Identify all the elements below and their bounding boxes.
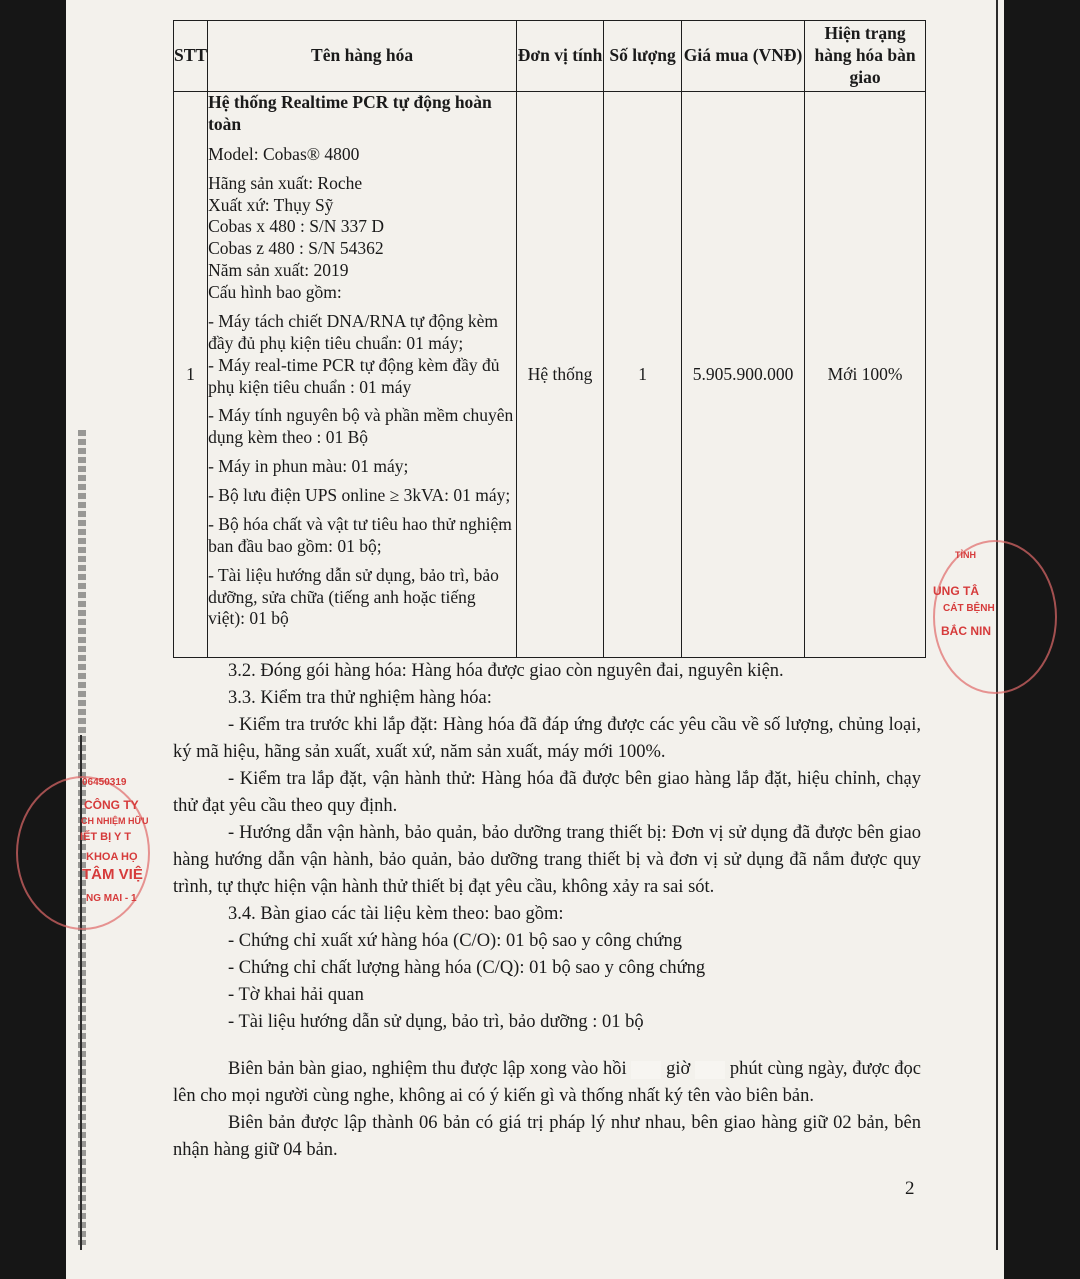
item-serial-x: Cobas x 480 : S/N 337 D <box>208 216 385 237</box>
cell-stt: 1 <box>174 92 208 658</box>
config-item: - Máy tách chiết DNA/RNA tự động kèm đầy đủ phụ kiện tiêu chuẩn: 01 máy; <box>208 310 498 353</box>
page-number: 2 <box>905 1178 915 1199</box>
cell-unit: Hệ thống <box>517 92 604 658</box>
section-3-3-heading: 3.3. Kiểm tra thử nghiệm hàng hóa: <box>228 688 492 708</box>
document-list-item: - Chứng chỉ xuất xứ hàng hóa (C/O): 01 bộ sao y công chứng <box>228 931 682 951</box>
section-3-3-item: - Kiểm tra lắp đặt, vận hành thử: Hàng hóa đã được bên giao hàng lắp đặt, hiệu chỉnh, chạy thử đạt yêu cầu theo quy định. <box>173 769 921 816</box>
header-name: Tên hàng hóa <box>208 21 517 92</box>
config-item: - Bộ hóa chất và vật tư tiêu hao thử nghiệm ban đầu bao gồm: 01 bộ; <box>208 513 512 556</box>
config-item: - Máy in phun màu: 01 máy; <box>208 456 409 477</box>
item-model: Model: Cobas® 4800 <box>208 143 360 164</box>
item-title: Hệ thống Realtime PCR tự động hoàn toàn <box>208 92 492 134</box>
stamp-text: TÂM VIỆ <box>82 866 143 883</box>
header-stt: STT <box>174 21 208 92</box>
closing-paragraph-2: Biên bản được lập thành 06 bản có giá trị pháp lý như nhau, bên giao hàng giữ 02 bản, bên nhận hàng giữ 04 bản. <box>173 1113 921 1160</box>
red-stamp-left <box>76 776 156 926</box>
item-year: Năm sản xuất: 2019 <box>208 260 349 281</box>
section-3-2: 3.2. Đóng gói hàng hóa: Hàng hóa được giao còn nguyên đai, nguyên kiện. <box>228 661 784 681</box>
stamp-text: CÔNG TY <box>84 798 139 812</box>
header-unit: Đơn vị tính <box>517 21 604 92</box>
stamp-text: BẮC NIN <box>941 624 991 638</box>
blank-hour <box>631 1061 661 1079</box>
stamp-text: TỈNH <box>955 550 976 560</box>
document-list-item: - Tài liệu hướng dẫn sử dụng, bảo trì, bảo dưỡng : 01 bộ <box>228 1012 644 1032</box>
closing-section <box>173 1056 921 1164</box>
document-list-item: - Chứng chỉ chất lượng hàng hóa (C/Q): 01 bộ sao y công chứng <box>228 958 706 978</box>
stamp-text: CH NHIỆM HỮU <box>81 816 149 826</box>
table-row <box>174 92 926 658</box>
section-3-4-heading: 3.4. Bàn giao các tài liệu kèm theo: bao gồm: <box>228 904 564 924</box>
document-list-item: - Tờ khai hải quan <box>228 985 364 1005</box>
closing-text-b: giờ <box>666 1059 691 1079</box>
header-qty: Số lượng <box>604 21 682 92</box>
stamp-text: KHOA HỌ <box>86 851 138 863</box>
stamp-text: NG MAI - 1 <box>86 893 137 904</box>
item-config-label: Cấu hình bao gồm: <box>208 282 342 302</box>
config-item: - Máy tính nguyên bộ và phần mềm chuyên dụng kèm theo : 01 Bộ <box>208 405 514 448</box>
stamp-text: 06450319 <box>82 777 127 788</box>
closing-text-a: Biên bản bàn giao, nghiệm thu được lập xong vào hồi <box>228 1059 627 1079</box>
section-3-body <box>173 658 921 1036</box>
cell-price: 5.905.900.000 <box>682 92 805 658</box>
stamp-text: CÁT BỆNH <box>943 603 995 614</box>
config-item: - Tài liệu hướng dẫn sử dụng, bảo trì, bảo dưỡng, sửa chữa (tiếng anh hoặc tiếng việt): 01 bộ <box>208 564 499 629</box>
closing-paragraph-1 <box>173 1056 921 1110</box>
stamp-text: IẾT BỊ Y T <box>80 831 131 843</box>
blank-minute <box>695 1061 725 1079</box>
section-3-3-item: - Hướng dẫn vận hành, bảo quản, bảo dưỡng trang thiết bị: Đơn vị sử dụng đã được bên giao hàng hướng dẫn vận hành, bảo quản, bảo dưỡng trang thiết bị và đơn vị sử dụng đã nắm được quy trình, tự thực hiện vận hành thử thiết bị đạt yêu cầu, không xảy ra sai sót. <box>173 823 921 897</box>
header-price: Giá mua (VNĐ) <box>682 21 805 92</box>
cell-qty: 1 <box>604 92 682 658</box>
closing-text-c: phút cùng ngày, được đọc lên cho mọi người cùng nghe, không ai có ý kiến gì và thống nhất ký tên vào biên bản. <box>173 1059 922 1106</box>
item-serial-z: Cobas z 480 : S/N 54362 <box>208 238 384 259</box>
stamp-text: UNG TÂ <box>933 584 979 598</box>
config-item: - Máy real-time PCR tự động kèm đầy đủ phụ kiện tiêu chuẩn : 01 máy <box>208 354 500 397</box>
config-item: - Bộ lưu điện UPS online ≥ 3kVA: 01 máy; <box>208 485 511 505</box>
item-origin: Xuất xứ: Thụy Sỹ <box>208 194 334 215</box>
section-3-3-item: - Kiểm tra trước khi lắp đặt: Hàng hóa đã đáp ứng được các yêu cầu về số lượng, chủng loại, ký mã hiệu, hãng sản xuất, xuất xứ, năm sản xuất, máy mới 100%. <box>173 715 921 762</box>
red-stamp-right <box>933 540 1003 690</box>
table-header-row <box>174 21 926 92</box>
item-maker: Hãng sản xuất: Roche <box>208 172 363 193</box>
cell-state: Mới 100% <box>805 92 926 658</box>
goods-table <box>173 20 926 658</box>
header-state: Hiện trạng hàng hóa bàn giao <box>805 21 926 92</box>
cell-item-description <box>208 92 517 658</box>
